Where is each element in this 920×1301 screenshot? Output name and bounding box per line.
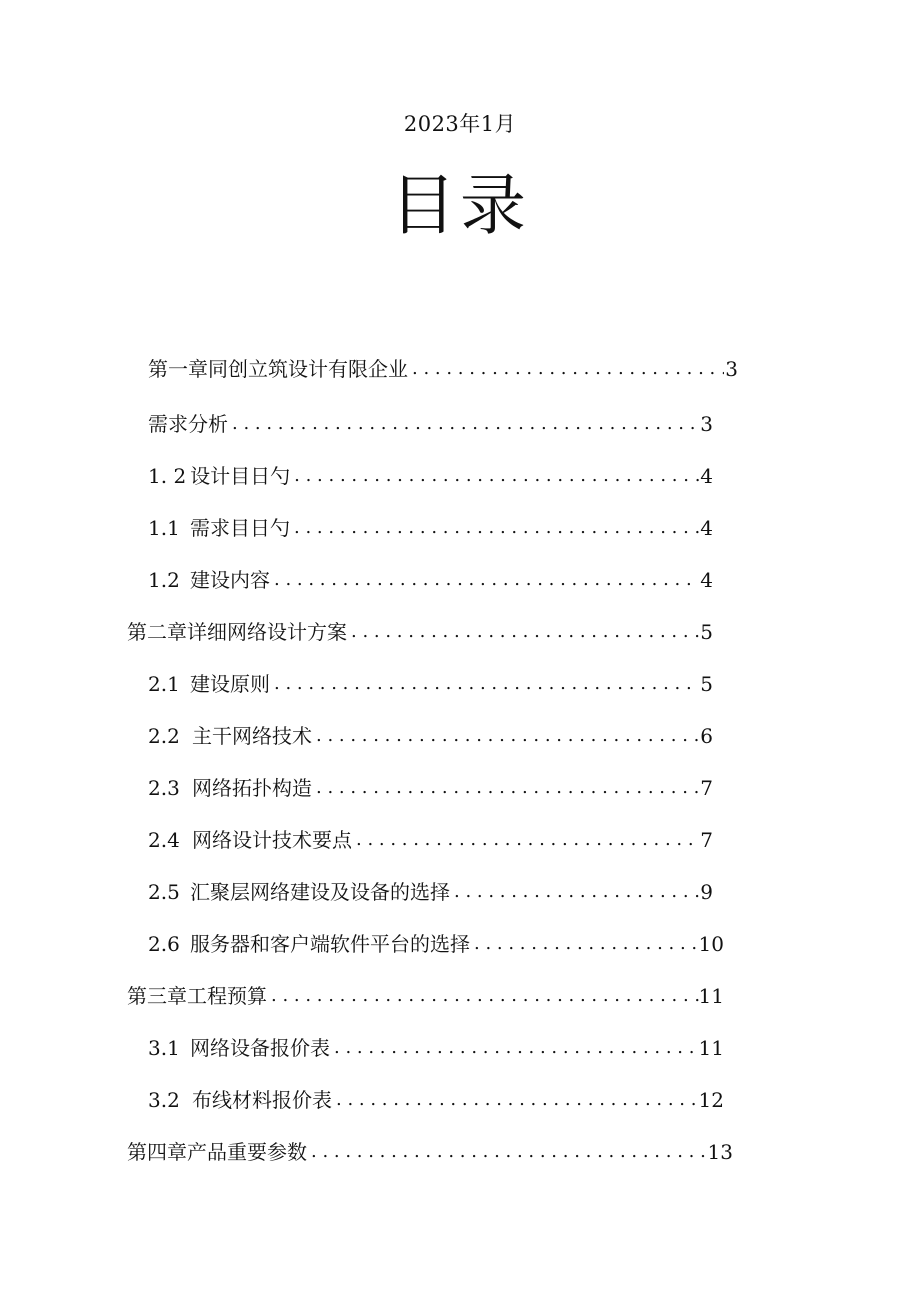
toc-entry-chapter-1[interactable] (148, 352, 738, 386)
toc-entry-label: 主干网络技术 (192, 724, 312, 748)
toc-entry-label: 第四章产品重要参数 (127, 1140, 307, 1164)
toc-dot-leader (316, 719, 699, 753)
toc-entry-number: 2.6 (148, 932, 180, 956)
toc-dot-leader (316, 771, 699, 805)
toc-dot-leader (271, 979, 699, 1013)
toc-entry-label: 网络拓扑构造 (192, 776, 312, 800)
toc-page-number: 7 (700, 776, 713, 800)
toc-entry-number: 2.3 (148, 776, 180, 800)
toc-page-number: 3 (700, 412, 713, 436)
toc-entry-label: 第二章详细网络设计方案 (127, 620, 347, 644)
toc-entry-number: 1.2 (148, 568, 180, 592)
toc-entry-number: 2.4 (148, 828, 180, 852)
toc-entry-label: 服务器和客户端软件平台的选择 (190, 932, 470, 956)
toc-entry-3-2[interactable] (148, 1083, 724, 1117)
toc-entry-number: 2.5 (148, 880, 180, 904)
toc-dot-leader (351, 615, 699, 649)
toc-entry-label: 第三章工程预算 (127, 984, 267, 1008)
toc-entry-requirements[interactable] (148, 407, 713, 441)
toc-page-number: 5 (700, 620, 713, 644)
toc-entry-chapter-2[interactable] (127, 615, 713, 649)
toc-entry-number: 3.1 (148, 1036, 180, 1060)
toc-entry-2-5[interactable] (148, 875, 713, 909)
toc-dot-leader (412, 352, 724, 386)
toc-entry-3-1[interactable] (148, 1031, 724, 1065)
toc-entry-number: 2.2 (148, 724, 180, 748)
toc-entry-2-2[interactable] (148, 719, 713, 753)
toc-page-number: 4 (700, 516, 713, 540)
toc-page-number: 3 (725, 357, 738, 381)
toc-dot-leader (294, 459, 699, 493)
toc-dot-leader (474, 927, 699, 961)
toc-entry-2-1[interactable] (148, 667, 713, 701)
toc-entry-label: 第一章同创立筑设计有限企业 (148, 357, 408, 381)
toc-entry-label: 建设原则 (190, 672, 270, 696)
toc-page-number: 7 (700, 828, 713, 852)
toc-entry-2-4[interactable] (148, 823, 713, 857)
toc-entry-number: 1. 2 (148, 464, 187, 488)
toc-page-number: 4 (700, 568, 713, 592)
toc-entry-number: 2.1 (148, 672, 180, 696)
toc-entry-1-1[interactable] (148, 511, 713, 545)
toc-dot-leader (454, 875, 699, 909)
toc-dot-leader (356, 823, 699, 857)
toc-dot-leader (336, 1083, 699, 1117)
toc-dot-leader (334, 1031, 699, 1065)
toc-entry-label: 需求分析 (148, 412, 228, 436)
toc-entry-2-3[interactable] (148, 771, 713, 805)
toc-entry-label: 需求目日勺 (190, 516, 290, 540)
toc-dot-leader (274, 563, 699, 597)
toc-page-number: 13 (707, 1140, 733, 1164)
toc-entry-number: 3.2 (148, 1088, 180, 1112)
toc-page-number: 5 (700, 672, 713, 696)
toc-entry-label: 网络设计技术要点 (192, 828, 352, 852)
toc-entry-chapter-3[interactable] (127, 979, 724, 1013)
toc-page-number: 6 (700, 724, 713, 748)
toc-entry-label: 布线材料报价表 (192, 1088, 332, 1112)
toc-dot-leader (232, 407, 699, 441)
toc-page-number: 11 (698, 984, 724, 1008)
toc-entry-1-2[interactable] (148, 563, 713, 597)
toc-page-number: 10 (698, 932, 724, 956)
toc-dot-leader (311, 1135, 708, 1169)
date-line: 2023年1月 (403, 112, 517, 136)
toc-entry-1-2-design-goal[interactable] (148, 459, 713, 493)
toc-page-number: 11 (698, 1036, 724, 1060)
page-title: 目录 (390, 167, 530, 244)
toc-page-number: 9 (700, 880, 713, 904)
toc-page-number: 12 (698, 1088, 724, 1112)
toc-entry-chapter-4[interactable] (127, 1135, 733, 1169)
toc-dot-leader (294, 511, 699, 545)
toc-entry-label: 汇聚层网络建设及设备的选择 (190, 880, 450, 904)
toc-entry-label: 网络设备报价表 (190, 1036, 330, 1060)
toc-dot-leader (274, 667, 699, 701)
toc-entry-label: 设计目日勺 (190, 464, 291, 488)
toc-page-number: 4 (700, 464, 713, 488)
toc-entry-label: 建设内容 (190, 568, 270, 592)
toc-entry-number: 1.1 (148, 516, 180, 540)
toc-entry-2-6[interactable] (148, 927, 724, 961)
